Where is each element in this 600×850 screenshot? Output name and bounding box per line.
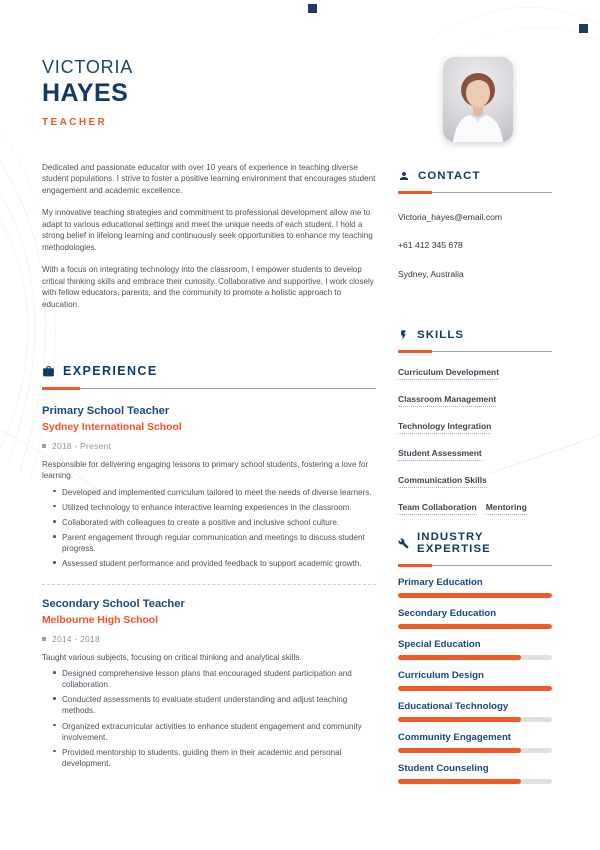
expertise-item (398, 701, 552, 722)
section-divider (42, 387, 376, 390)
experience-header (42, 364, 376, 378)
section-divider (398, 191, 552, 194)
contact-location: Sydney, Australia (398, 268, 464, 279)
job-title: Primary School Teacher (42, 405, 170, 417)
job-company: Melbourne High School (42, 614, 159, 626)
job-summary: Taught various subjects, focusing on critical thinking and analytical skills. (42, 652, 302, 662)
job-entry (42, 405, 376, 570)
skill-item: Curriculum Development (398, 367, 499, 380)
job-bullet-list (42, 487, 376, 570)
expertise-item (398, 639, 552, 660)
skills-heading: SKILLS (417, 329, 465, 341)
summary-paragraph: My innovative teaching strategies and commitment to professional development allow me to adapt to various educational settings and meet the unique needs of each student. I hold a strong belief in lifelong learning and continuously seek opportunities to enhance my teaching methodologies. (42, 208, 373, 252)
expertise-bar-track (398, 779, 552, 784)
job-bullet: Conducted assessments to evaluate student understanding and adjust teaching methods. (42, 694, 376, 716)
job-title: Secondary School Teacher (42, 597, 185, 610)
skill-row (398, 443, 552, 461)
job-bullet: Designed comprehensive lesson plans that encouraged student participation and collaboration. (42, 668, 376, 690)
skill-row (398, 362, 552, 380)
contact-email: Victoria_hayes@email.com (398, 212, 503, 222)
header (42, 58, 133, 128)
job-bullet: Developed and implemented curriculum tailored to meet the needs of diverse learners. (42, 487, 376, 498)
briefcase-icon (42, 365, 55, 378)
skills-section (398, 329, 552, 515)
experience-heading: EXPERIENCE (63, 364, 158, 378)
job-entry (42, 584, 376, 770)
job-bullet: Collaborated with colleagues to create a positive and inclusive school culture. (42, 517, 376, 528)
job-bullet: Assessed student performance and provided feedback to support academic growth. (42, 558, 376, 569)
profile-photo-illustration (443, 57, 513, 142)
expertise-bar-fill (398, 717, 521, 722)
skills-header (398, 329, 552, 341)
bullet-dot-icon (53, 668, 62, 690)
industry-expertise-section (398, 531, 552, 784)
industry-expertise-heading: INDUSTRY EXPERTISE (417, 531, 491, 555)
expertise-bar-track (398, 748, 552, 753)
expertise-bar-fill (398, 624, 552, 629)
last-name: HAYES (42, 78, 129, 107)
lightning-bolt-icon (398, 329, 409, 341)
contact-phone: +61 412 345 678 (398, 240, 463, 251)
bullet-dot-icon (53, 487, 62, 498)
experience-section (42, 364, 376, 769)
bullet-dot-icon (53, 558, 62, 569)
contact-heading: CONTACT (418, 170, 481, 182)
expertise-label: Student Counseling (398, 763, 489, 774)
contact-header (398, 170, 552, 182)
expertise-item (398, 670, 552, 691)
expertise-label: Community Engagement (398, 732, 512, 743)
skill-item: Communication Skills (398, 475, 487, 488)
wrench-icon (398, 538, 409, 549)
bullet-dot-icon (53, 517, 62, 528)
expertise-bar-fill (398, 593, 552, 598)
skill-item: Student Assessment (398, 448, 482, 461)
skill-row (398, 389, 552, 407)
section-divider (398, 564, 552, 567)
industry-expertise-header (398, 531, 552, 555)
bullet-dot-icon (53, 721, 62, 743)
job-bullet: Parent engagement through regular communication and meetings to discuss student progress. (42, 532, 376, 554)
contact-section (398, 170, 552, 279)
summary-paragraph: Dedicated and passionate educator with over 10 years of experience in teaching diverse student populations. I strive to foster a positive learning environment that encourages student engagement and academic excellence. (42, 163, 376, 195)
skill-item: Classroom Management (398, 394, 496, 407)
bullet-dot-icon (53, 747, 62, 769)
job-bullet-list (42, 668, 376, 769)
expertise-item (398, 577, 552, 598)
summary-paragraph: With a focus on integrating technology into the classroom, I empower students to develop critical thinking skills and embrace their curiosity. Collaborative and supportive, I work closely with fellow educators, parents, and the community to promote a holistic approach to education. (42, 265, 374, 309)
expertise-label: Primary Education (398, 577, 483, 588)
job-bullet: Provided mentorship to students, guiding them in their academic and personal development. (42, 747, 376, 769)
header-job-title: TEACHER (42, 116, 108, 128)
profile-summary (42, 162, 376, 321)
expertise-bar-track (398, 624, 552, 629)
skill-item: Technology Integration (398, 421, 491, 434)
profile-photo (443, 57, 513, 142)
expertise-bar-fill (398, 655, 521, 660)
date-square-icon (42, 444, 46, 448)
job-dates: 2014 - 2018 (42, 634, 376, 644)
bullet-dot-icon (53, 694, 62, 716)
skill-row (398, 497, 552, 515)
expertise-bar-track (398, 593, 552, 598)
decor-square-top (308, 4, 317, 13)
expertise-label: Curriculum Design (398, 670, 484, 681)
skill-row (398, 470, 552, 488)
bullet-dot-icon (53, 532, 62, 554)
first-name: VICTORIA (42, 57, 134, 77)
section-divider (398, 350, 552, 353)
skill-item: Team Collaboration (398, 502, 477, 515)
job-bullet: Utilized technology to enhance interactive learning experiences in the classroom. (42, 502, 376, 513)
expertise-item (398, 732, 552, 753)
expertise-label: Special Education (398, 639, 481, 650)
expertise-item (398, 763, 552, 784)
decor-square-right (579, 24, 588, 33)
bullet-dot-icon (53, 502, 62, 513)
expertise-bar-fill (398, 748, 521, 753)
job-dates: 2018 - Present (42, 441, 376, 451)
job-company: Sydney International School (42, 422, 182, 433)
job-summary: Responsible for delivering engaging lessons to primary school students, fostering a love for learning. (42, 460, 369, 481)
expertise-bar-track (398, 655, 552, 660)
expertise-bar-track (398, 686, 552, 691)
expertise-bar-track (398, 717, 552, 722)
expertise-item (398, 608, 552, 629)
expertise-bar-fill (398, 686, 552, 691)
expertise-label: Educational Technology (398, 701, 509, 712)
expertise-label: Secondary Education (398, 608, 497, 619)
person-icon (398, 170, 410, 182)
skill-item: Mentoring (486, 502, 527, 515)
job-bullet: Organized extracurricular activities to enhance student engagement and community involvement. (42, 721, 376, 743)
date-square-icon (42, 637, 46, 641)
expertise-bar-fill (398, 779, 521, 784)
skill-row (398, 416, 552, 434)
